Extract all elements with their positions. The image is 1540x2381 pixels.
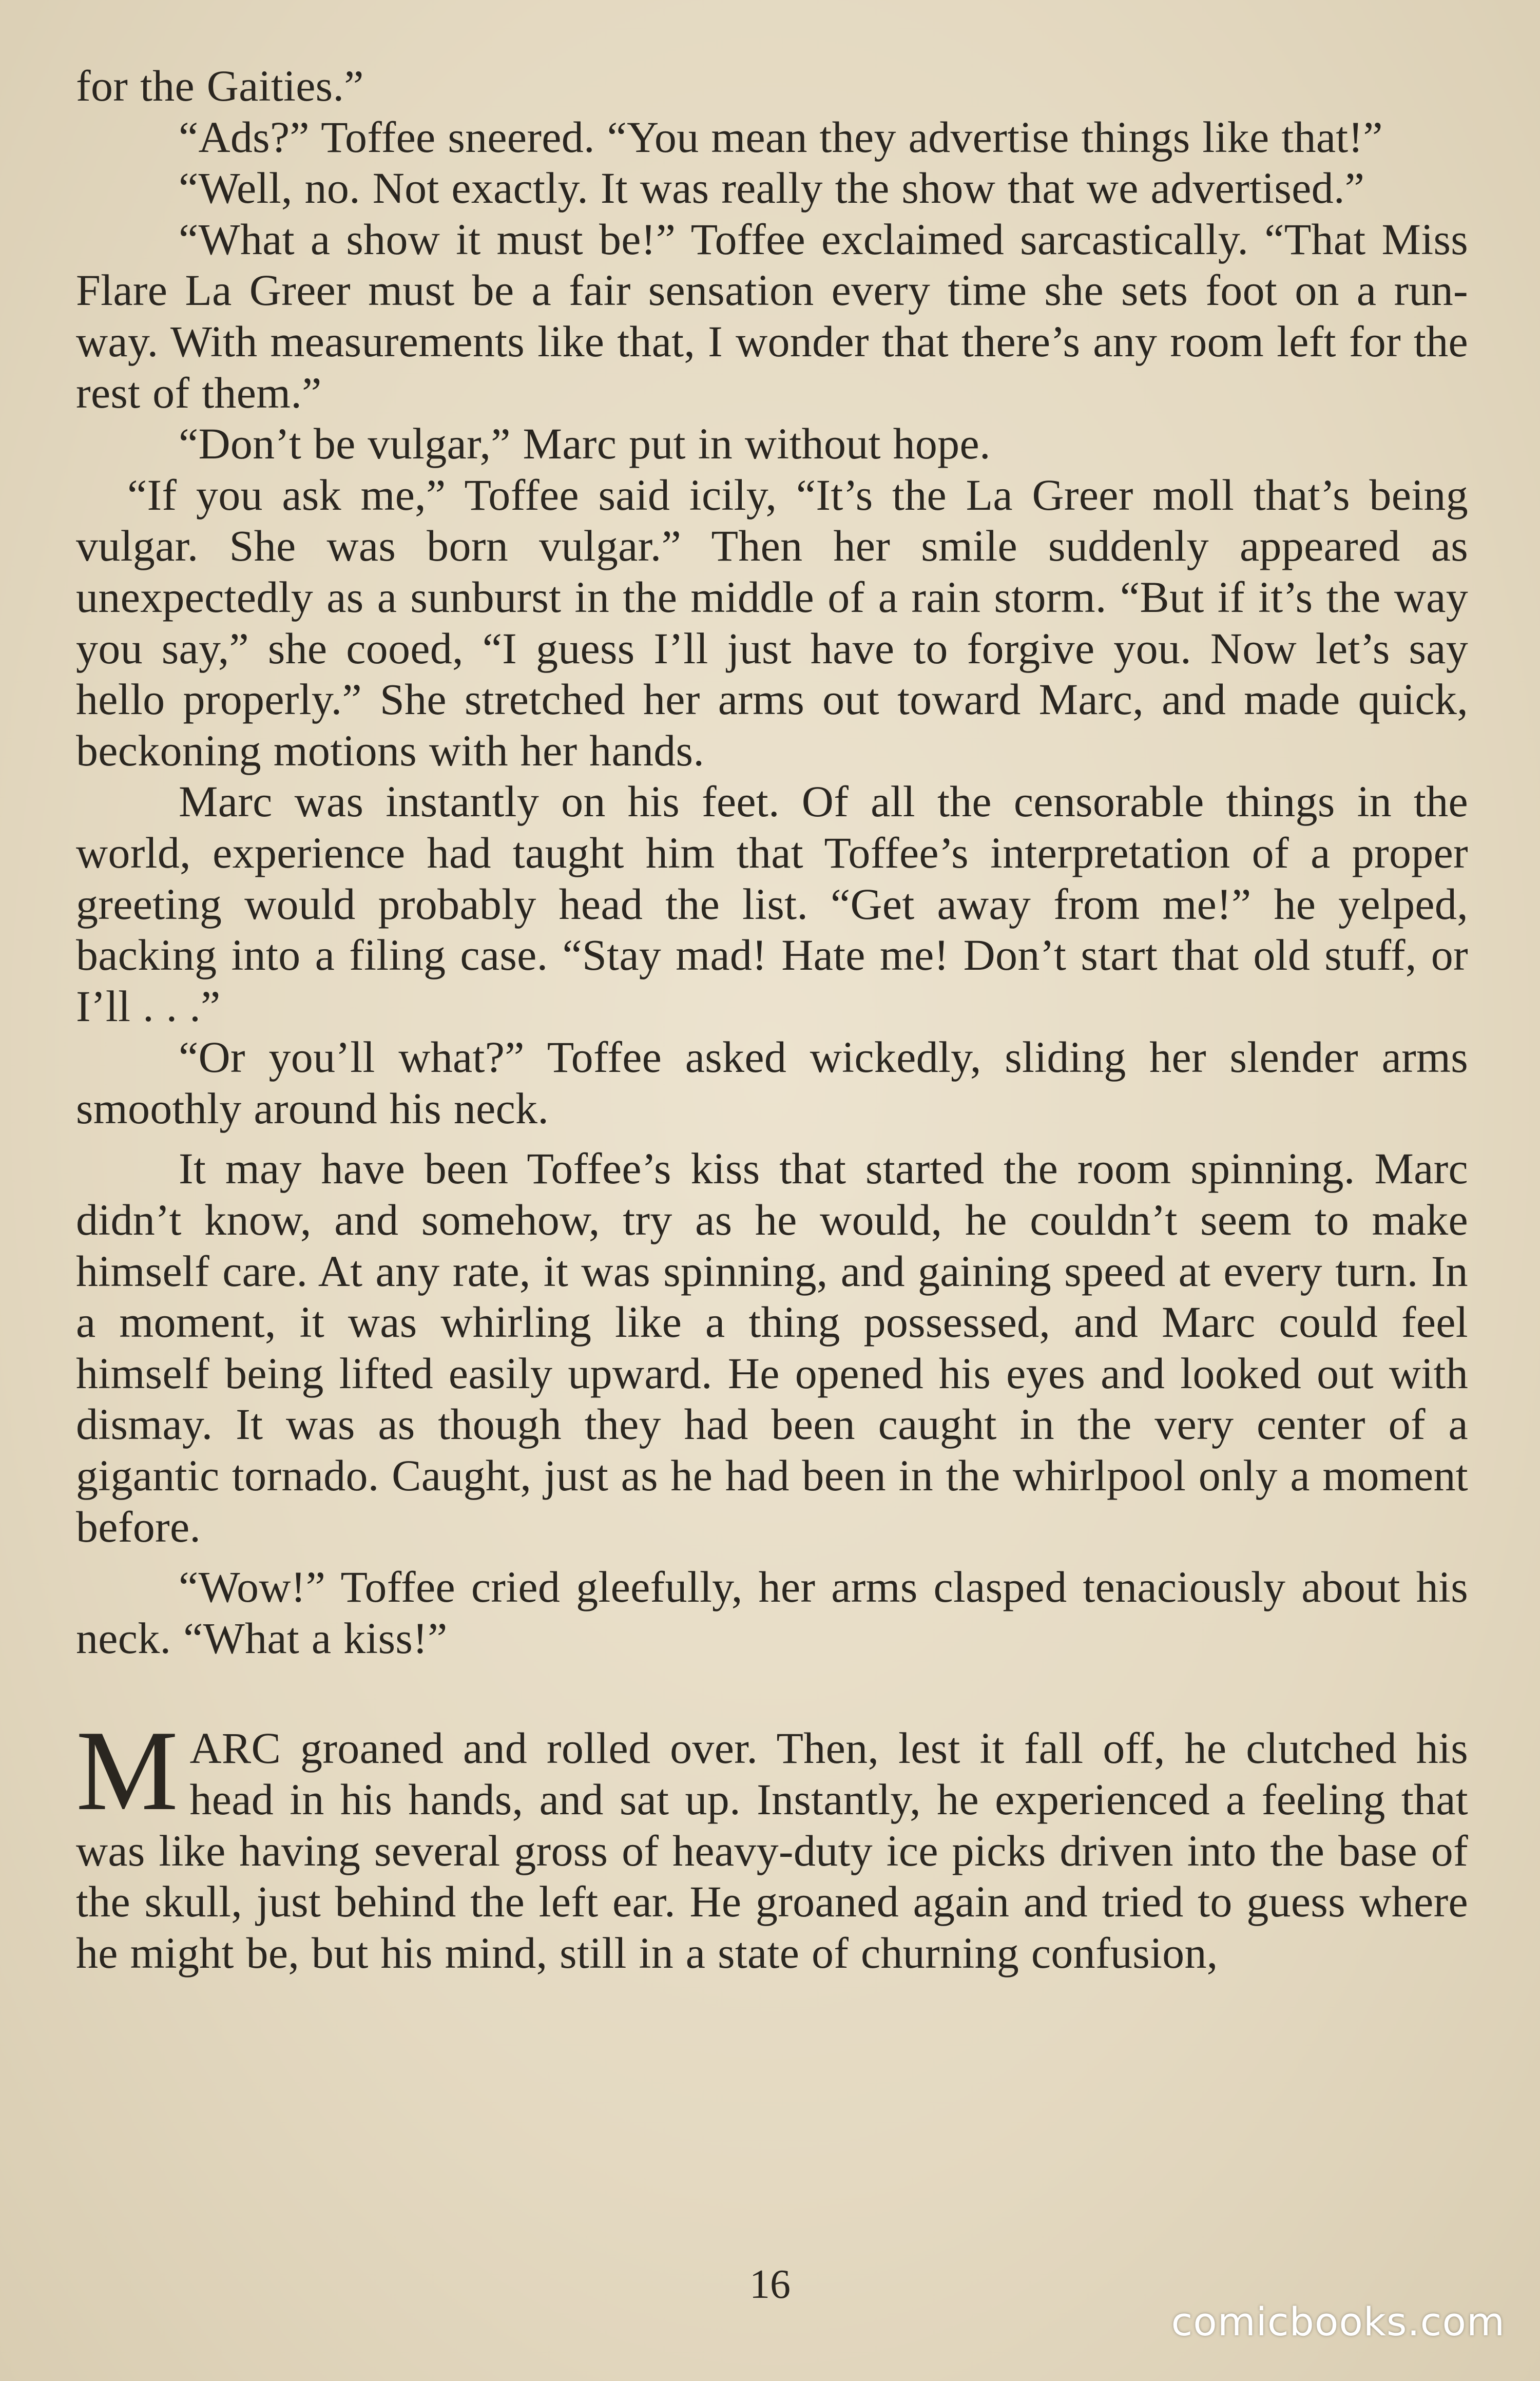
section-2-paragraph bbox=[76, 1707, 1468, 1979]
drop-cap: M bbox=[76, 1707, 179, 1835]
paragraph-8: “Or you’ll what?” Toffee asked wickedly, sliding her slender arms smoothly around his neck. bbox=[76, 1032, 1468, 1133]
lead-word-caps: ARC bbox=[189, 1723, 281, 1773]
paragraph-1: for the Gaities.” bbox=[76, 61, 364, 110]
paragraph-2: “Ads?” Toffee sneered. “You mean they advertise things like that!” bbox=[179, 112, 1383, 162]
paragraph-3: “Well, no. Not exactly. It was really the show that we advertised.” bbox=[179, 163, 1365, 213]
paragraph-5: “Don’t be vulgar,” Marc put in without hope. bbox=[179, 419, 991, 469]
paragraph-9: It may have been Toffee’s kiss that started the room spinning. Marc didn’t know, and somehow, try as he would, he couldn’t seem to make himself care. At any rate, it was spinning, and gaining speed at every turn. In a moment, it was whirling like a thing possessed, and Marc could feel himself being lifted easily upward. He opened his eyes and looked out with dismay. It was as though they had been caught in the very center of a gigantic tornado. Caught, just as he had been in the whirlpool only a moment before. bbox=[76, 1144, 1468, 1551]
section-2-text: groaned and rolled over. Then, lest it fall off, he clutched his head in his hands, and sat up. Instantly, he experienced a feeling that was like having several gross of heavy-duty ice picks driven into the base of the skull, just behind the left ear. He groaned again and tried to guess where he might be, but his mind, still in a state of churning confusion, bbox=[76, 1723, 1468, 1977]
paragraph-10: “Wow!” Toffee cried gleefully, her arms clasped tenaciously about his neck. “What a kiss!” bbox=[76, 1562, 1468, 1663]
paragraph-6: “If you ask me,” Toffee said icily, “It’s the La Greer moll that’s being vulgar. She was born vulgar.” Then her smile suddenly appeared as unexpectedly as a sunburst in the middle of a rain storm. “But if it’s the way you say,” she cooed, “I guess I’ll just have to forgive you. Now let’s say hello properly.” She stretched her arms out toward Marc, and made quick, beckoning motions with her hands. bbox=[76, 470, 1468, 775]
watermark: comicbooks.com bbox=[1171, 2299, 1505, 2345]
page-number: 16 bbox=[749, 2262, 791, 2307]
text-column bbox=[76, 61, 1468, 1979]
paragraph-4: “What a show it must be!” Toffee exclaimed sarcastically. “That Miss Flare La Greer must be a fair sensation every time she sets foot on a run-way. With measurements like that, I wonder that there’s any room left for the rest of them.” bbox=[76, 214, 1468, 417]
paragraph-7: Marc was instantly on his feet. Of all the censorable things in the world, experience had taught him that Toffee’s interpretation of a proper greeting would probably head the list. “Get away from me!” he yelped, backing into a filing case. “Stay mad! Hate me! Don’t start that old stuff, or I’ll . . .” bbox=[76, 777, 1468, 1031]
